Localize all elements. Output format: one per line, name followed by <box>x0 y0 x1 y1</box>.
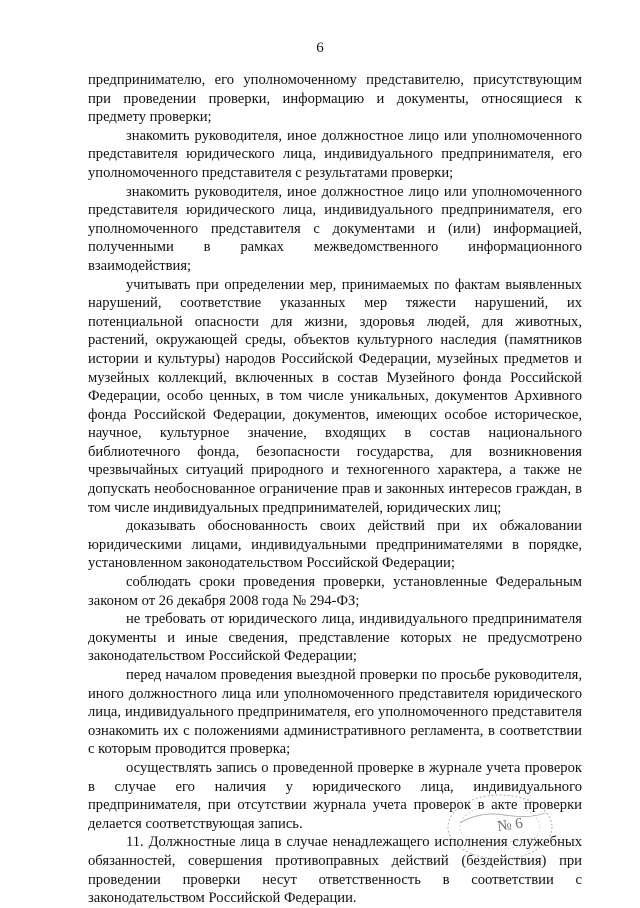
stamp-number: № 6 <box>496 815 524 835</box>
document-body <box>88 71 582 908</box>
paragraph-acquaint-documents: знакомить руководителя, иное должностное лицо или уполномоченного представителя юридического лица, индивидуального предпринимателя, его уполномоченного представителя с документами и (или) информацией, полученными в рамках межведомственного информационного взаимодействия; <box>88 183 582 274</box>
paragraph-prove-validity: доказывать обоснованность своих действий при их обжаловании юридическими лицами, индивидуальными предпринимателями в порядке, установленном законодательством Российской Федерации; <box>88 518 582 572</box>
paragraph-continuation: предпринимателю, его уполномоченному представителю, присутствующим при проведении проверки, информацию и документы, относящиеся к предмету проверки; <box>88 72 582 126</box>
stamp-seal <box>440 785 590 865</box>
paragraph-familiarize-regulation: перед началом проведения выездной проверки по просьбе руководителя, иного должностного лица или уполномоченного представителя юридического лица, индивидуального предпринимателя, его уполномоченного представителя ознакомить их с положениями административного регламента, в соответствии с которым проводится проверка; <box>88 667 582 758</box>
paragraph-journal-record: осуществлять запись о проведенной проверке в журнале учета проверок в случае его наличия у юридического лица, индивидуального предпринимателя, при отсутствии журнала учета проверок в акте проверки делается соответствующая запись. <box>88 759 582 832</box>
page-number: 6 <box>316 40 324 56</box>
paragraph-consider-measures: учитывать при определении мер, принимаемых по фактам выявленных нарушений, соответствие указанных мер тяжести нарушений, их потенциальной опасности для жизни, здоровья людей, для животных, растений, окружающей среды, объектов культурного наследия (памятников истории и культуры) народов Российской Федерации, музейных предметов и музейных коллекций, включенных в состав Музейного фонда Российской Федерации, особо ценных, в том числе уникальных, документов Архивного фонда Российской Федерации, документов, имеющих особое историческое, научное, культурное значение, входящих в состав национального библиотечного фонда, безопасности государства, для возникновения чрезвычайных ситуаций природного и техногенного характера, а также не допускать необоснованное ограничение прав и законных интересов граждан, в том числе индивидуальных предпринимателей, юридических лиц; <box>88 276 582 516</box>
paragraph-acquaint-results: знакомить руководителя, иное должностное лицо или уполномоченного представителя юридического лица, индивидуального предпринимателя, его уполномоченного представителя с результатами проверки; <box>88 127 582 181</box>
paragraph-not-require-documents: не требовать от юридического лица, индивидуального предпринимателя документы и иные сведения, представление которых не предусмотрено законодательством Российской Федерации; <box>88 611 582 665</box>
paragraph-observe-deadlines: соблюдать сроки проведения проверки, установленные Федеральным законом от 26 декабря 2008 года № 294-ФЗ; <box>88 574 582 609</box>
paragraph-responsibility: 11. Должностные лица в случае ненадлежащего исполнения служебных обязанностей, совершения противоправных действий (бездействия) при проведении проверки несут ответственность в соответствии с законодательством Российской Федерации. <box>88 834 582 907</box>
